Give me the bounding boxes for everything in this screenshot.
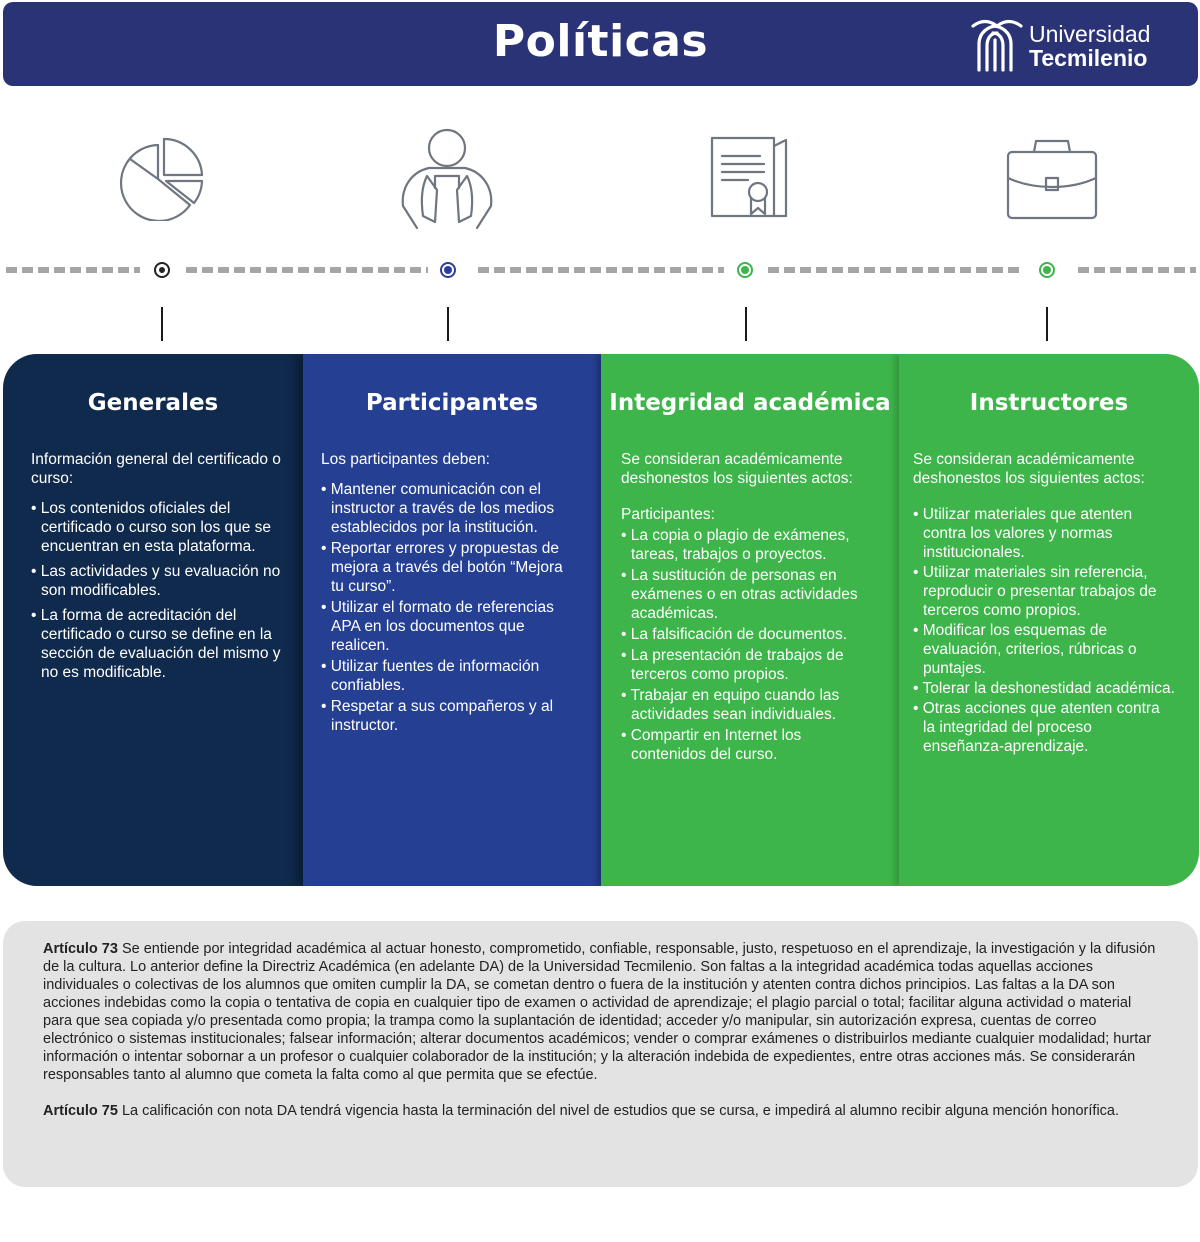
timeline-dash (6, 267, 140, 273)
list-item: • Utilizar materiales sin referencia, reproducir o presentar trabajos de terceros como propios. (913, 563, 1175, 620)
list-item: • Reportar errores y propuestas de mejora a través del botón “Mejora tu curso”. (321, 539, 577, 596)
card-instructores (899, 354, 1199, 886)
card-intro: Se consideran académicamente deshonestos los siguientes actos: (621, 451, 853, 487)
policy-cards (3, 354, 1199, 886)
card-title: Generales (87, 390, 219, 416)
header-banner (3, 2, 1198, 86)
connector-line (447, 307, 449, 341)
list-item: • Modificar los esquemas de evaluación, criterios, rúbricas o puntajes. (913, 621, 1175, 678)
certificate-icon (708, 134, 790, 220)
card-title: Instructores (969, 390, 1129, 416)
timeline-dot-integridad (737, 262, 753, 278)
timeline-dash (768, 267, 1024, 273)
list-item: • Utilizar materiales que atenten contra los valores y normas institucionales. (913, 505, 1175, 562)
list-item: • Utilizar el formato de referencias APA en los documentos que realicen. (321, 598, 577, 655)
list-item: • Trabajar en equipo cuando las actividades sean individuales. (621, 686, 875, 724)
list-item: • La falsificación de documentos. (621, 625, 875, 644)
list-item: • La forma de acreditación del certificado o curso se define en la sección de evaluación del mismo y no es modificable. (31, 606, 281, 682)
pie-chart-icon (118, 133, 206, 221)
card-intro: Se consideran académicamente deshonestos los siguientes actos: (913, 451, 1145, 487)
card-integridad-academica (601, 354, 899, 886)
list-item: • Los contenidos oficiales del certificado o curso son los que se encuentran en esta plataforma. (31, 499, 281, 556)
card-title: Integridad académica (609, 390, 891, 416)
list-item: • Tolerar la deshonestidad académica. (913, 679, 1175, 698)
card-intro: Información general del certificado o curso: (31, 451, 281, 487)
card-intro: Los participantes deben: (321, 451, 490, 468)
card-title: Participantes (365, 390, 539, 416)
card-generales (3, 354, 303, 886)
article-75 (43, 1102, 1160, 1120)
list-item: • Mantener comunicación con el instructor a través de los medios establecidos por la institución. (321, 480, 577, 537)
card-body (913, 450, 1175, 756)
timeline-dash (186, 267, 428, 273)
logo-text-tecmilenio: Tecmilenio (1029, 45, 1148, 71)
card-body (621, 450, 875, 764)
card-list (621, 526, 875, 764)
regulations-box (3, 921, 1198, 1187)
timeline-dot-participantes (440, 262, 456, 278)
card-body (31, 450, 281, 682)
article-75-text: La calificación con nota DA tendrá vigencia hasta la terminación del nivel de estudios que se cursa, e impedirá al alumno recibir alguna mención honorífica. (117, 1103, 1120, 1119)
article-75-label: Artículo 75 (43, 1103, 118, 1119)
list-item: • Otras acciones que atenten contra la integridad del proceso enseñanza-aprendizaje. (913, 699, 1175, 756)
card-body (321, 450, 577, 735)
list-item: • La sustitución de personas en exámenes o en otras actividades académicas. (621, 566, 875, 623)
timeline-dot-generales (154, 262, 170, 278)
timeline-dot-instructores (1039, 262, 1055, 278)
person-backpack-icon (397, 126, 497, 230)
connector-line (1046, 307, 1048, 341)
article-73-label: Artículo 73 (43, 941, 118, 957)
briefcase-icon (1004, 138, 1100, 222)
list-item: • Respetar a sus compañeros y al instructor. (321, 697, 577, 735)
card-list (31, 499, 281, 682)
card-list (321, 480, 577, 735)
university-logo (971, 16, 1171, 72)
list-item: • La presentación de trabajos de terceros como propios. (621, 646, 875, 684)
timeline (0, 262, 1200, 276)
logo-text-universidad: Universidad (1029, 21, 1151, 47)
list-item: • Las actividades y su evaluación no son modificables. (31, 562, 281, 600)
card-subheading: Participantes: (621, 506, 715, 523)
card-participantes (303, 354, 601, 886)
page-title: Políticas (492, 16, 709, 67)
article-73 (43, 940, 1160, 1084)
article-73-text: Se entiende por integridad académica al actuar honesto, comprometido, confiable, responsable, justo, respetuoso en el aprendizaje, la investigación y la difusión de la cultura. Lo anterior define la Directriz Académica (en adelante DA) de la Universidad Tecmilenio. Son faltas a la integridad académica todas aquellas acciones individuales o colectivas de los alumnos que omiten cumplir la DA, se cometan dentro o fuera de la institución y atenten contra dichos principios. Las faltas a la DA son acciones indebidas como la copia o tentativa de copia en cualquier tipo de examen o actividad de aprendizaje; el plagio parcial o total; facilitar alguna actividad o material para que sea copiada y/o presentada como propia; la trampa como la suplantación de identidad; acceder y/o manipular, sin autorización expresa, cuentas de correo electrónico o sistemas institucionales; falsear información; alterar documentos académicos; vender o comprar exámenes o distribuirlos mediante cualquier modalidad; hurtar información o intentar sobornar a un profesor o cualquier colaborador de la institución; y la alteración indebida de expedientes, entre otras acciones más. Se considerarán responsables tanto al alumno que cometa la falta como al que permita que se efectúe. (43, 941, 1156, 1083)
timeline-dash (478, 267, 724, 273)
timeline-dash (1078, 267, 1196, 273)
card-list (913, 505, 1175, 756)
connector-line (745, 307, 747, 341)
tecmilenio-logo-icon (971, 18, 1023, 72)
list-item: • La copia o plagio de exámenes, tareas, trabajos o proyectos. (621, 526, 875, 564)
list-item: • Compartir en Internet los contenidos del curso. (621, 726, 875, 764)
list-item: • Utilizar fuentes de información confiables. (321, 657, 577, 695)
connector-line (161, 307, 163, 341)
